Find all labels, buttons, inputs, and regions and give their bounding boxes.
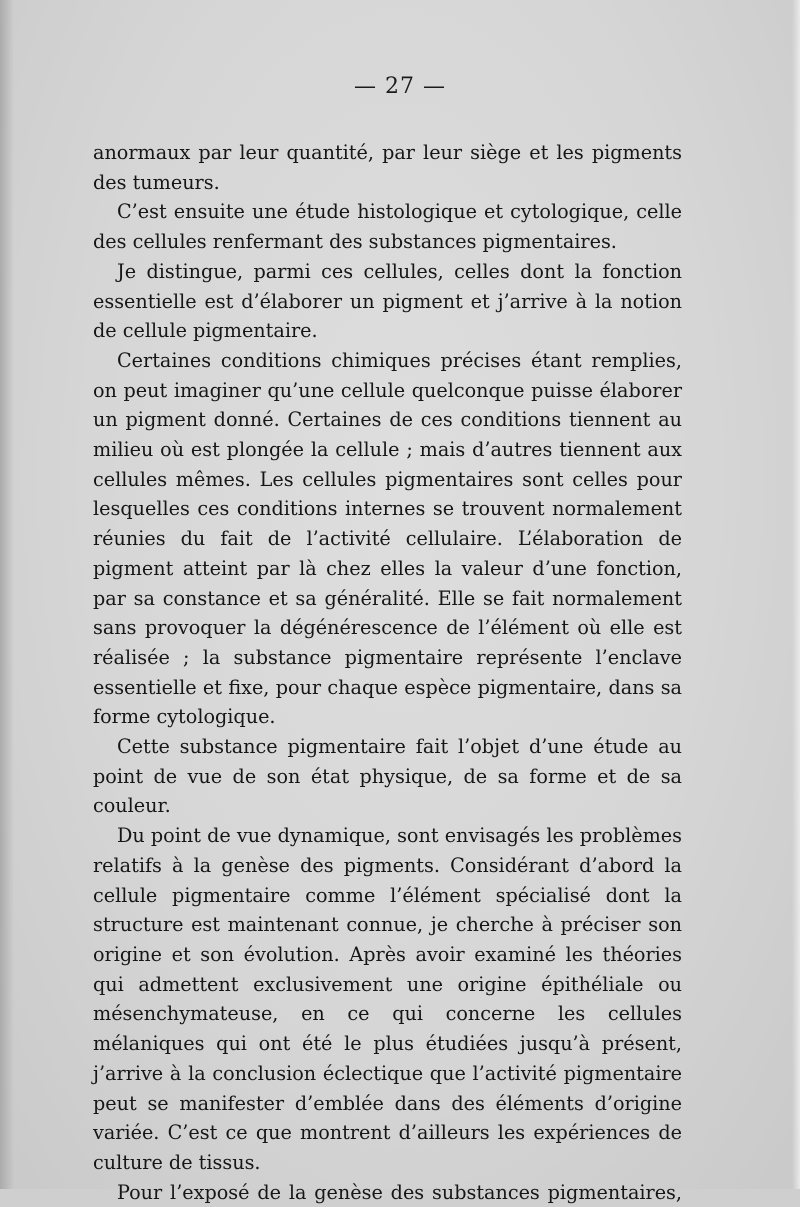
paragraph-6: Du point de vue dynamique, sont envisagés les problèmes relatifs à la genèse des pigments. Considérant d’abord la cellule pigmentaire comme l’élément spécialisé dont la structure est maintenant connue, je cherche à préciser son origine et son évolution. Après avoir examiné les théories qui admettent exclusivement une origine épithéliale ou mésenchymateuse, en ce qui concerne les cellules mélaniques qui ont été le plus étudiées jusqu’à présent, j’arrive à la conclusion éclectique que l’activité pigmentaire peut se manifester d’emblée dans des éléments d’origine variée. C’est ce que montrent d’ailleurs les expériences de culture de tissus. <box>93 824 682 1174</box>
binding-shadow <box>0 0 14 1189</box>
paragraph-5: Cette substance pigmentaire fait l’objet d’une étude au point de vue de son état physique, de sa forme et de sa couleur. <box>93 735 682 818</box>
paragraph-1: anormaux par leur quantité, par leur siège et les pigments des tumeurs. <box>93 141 682 194</box>
page-number: — 27 — <box>354 74 446 99</box>
body-text <box>93 138 682 1207</box>
paragraph-2: C’est ensuite une étude histologique et cytologique, celle des cellules renfermant des substances pigmentaires. <box>93 200 682 254</box>
paragraph-7: Pour l’exposé de la genèse des substances pigmentaires, <box>117 1180 682 1204</box>
page-edge <box>792 0 800 1189</box>
paragraph-3: Je distingue, parmi ces cellules, celles dont la fonction essentielle est d’élaborer un pigment et j’arrive à la notion de cellule pigmentaire. <box>93 259 682 343</box>
paragraph-4: Certaines conditions chimiques précises étant remplies, on peut imaginer qu’une cellule quelconque puisse élaborer un pigment donné. Certaines de ces conditions tiennent au milieu où est plongée la cellule ; mais d’autres tiennent aux cellules mêmes. Les cellules pigmentaires sont celles pour lesquelles ces conditions internes se trouvent normalement réunies du fait de l’activité cellulaire. L’élaboration de pigment atteint par là chez elles la valeur d’une fonction, par sa constance et sa généralité. Elle se fait normalement sans provoquer la dégénérescence de l’élément où elle est réalisée ; la substance pigmentaire représente l’enclave essentielle et fixe, pour chaque espèce pigmentaire, dans sa forme cytologique. <box>93 348 682 729</box>
